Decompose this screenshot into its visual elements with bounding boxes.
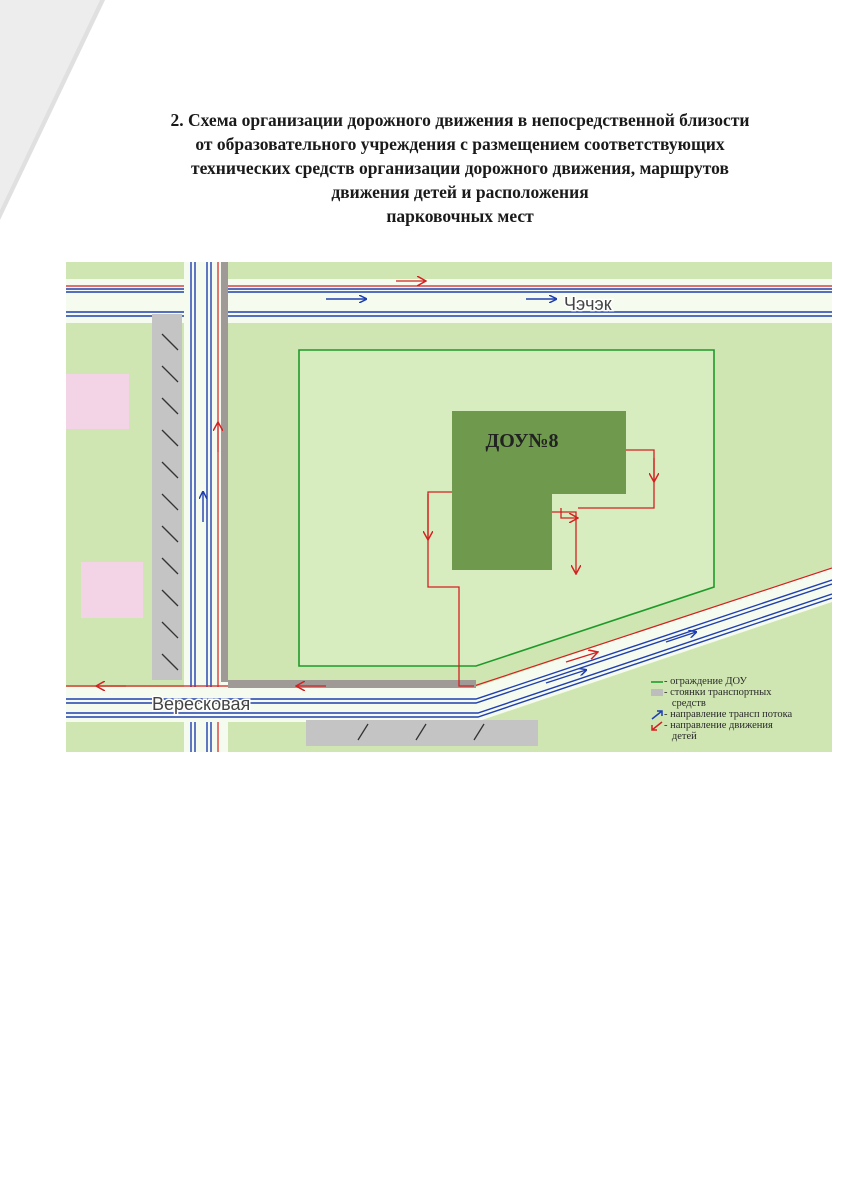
parking-swatch-icon [650,687,664,698]
legend-item-fence [650,676,850,687]
legend-label-parking: - стоянки транспортных средств [664,687,772,709]
title-line-2: от образовательного учреждения с размещением соответствующих [195,134,725,154]
children-arrow-icon [650,720,664,731]
title-line-5: парковочных мест [386,206,534,226]
traffic-arrow-icon [650,709,664,720]
parking-strip-bottom [306,720,538,746]
title-line-4: движения детей и расположения [331,182,589,202]
street-vertical [184,262,228,752]
title-line-3: технических средств организации дорожного движения, маршрутов [191,158,729,178]
fence-line-icon [650,676,664,687]
legend-label-fence: - ограждение ДОУ [664,676,747,687]
legend-item-children [650,720,850,742]
street-label-chechek: Чэчэк [564,294,612,314]
title-line-1: 2. Схема организации дорожного движения в непосредственной близости [170,110,750,130]
legend-item-traffic [650,709,850,720]
street-label-vereskovaya: Вересковая [152,694,251,714]
legend-item-parking [650,687,850,709]
page-title [90,108,830,228]
neighbor-building-2 [81,562,143,618]
dou-building-label: ДОУ№8 [485,430,559,452]
neighbor-building-1 [66,374,129,429]
legend [650,676,850,742]
parking-strip-left [152,314,182,680]
legend-label-traffic: - направление трансп потока [664,709,793,720]
legend-label-children: - направление движения детей [664,720,773,742]
